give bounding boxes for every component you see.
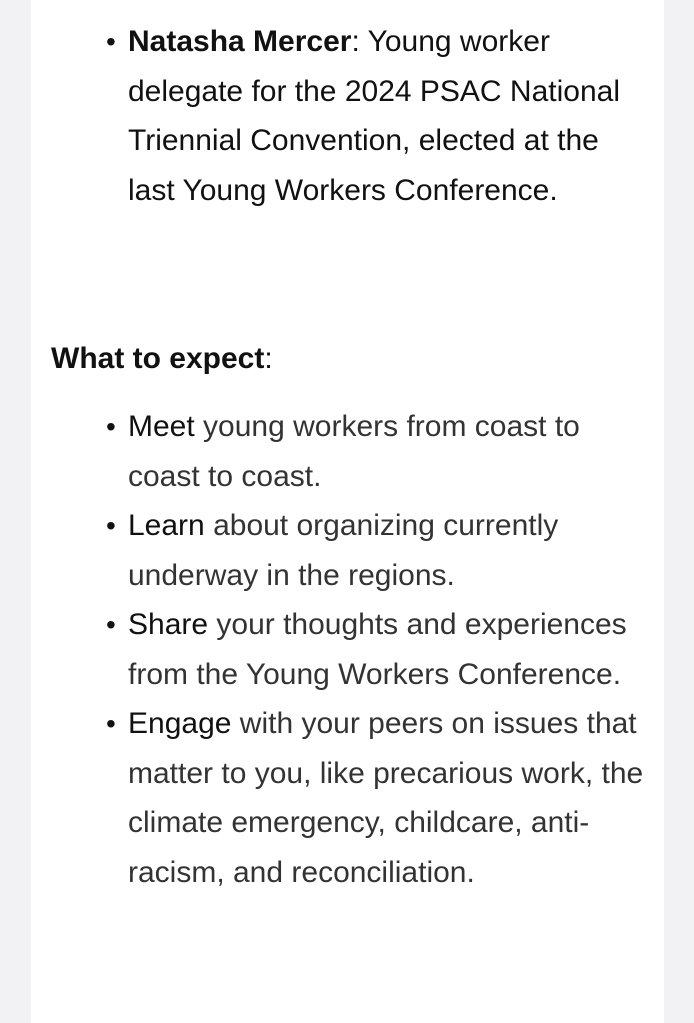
list-item bbox=[106, 402, 648, 501]
bullet-icon: • bbox=[106, 26, 116, 57]
bullet-icon: • bbox=[106, 609, 116, 640]
item-lead: Learn bbox=[128, 509, 205, 542]
item-rest: your thoughts and experiences from the Young Workers Conference. bbox=[128, 608, 627, 691]
list-item bbox=[106, 17, 638, 215]
bullet-icon: • bbox=[106, 510, 116, 541]
item-rest: about organizing currently underway in the regions. bbox=[128, 509, 559, 592]
speaker-separator: : bbox=[351, 25, 360, 58]
bullet-icon: • bbox=[106, 708, 116, 739]
bullet-icon: • bbox=[106, 411, 116, 442]
list-item bbox=[106, 501, 648, 600]
item-lead: Share bbox=[128, 608, 209, 641]
list-item bbox=[106, 600, 648, 699]
section-heading bbox=[51, 334, 273, 384]
speaker-description: Young worker delegate for the 2024 PSAC National Triennial Convention, elected at the last Young Workers Conference. bbox=[128, 25, 620, 207]
section-heading-colon: : bbox=[264, 342, 273, 375]
speaker-name: Natasha Mercer bbox=[128, 25, 352, 58]
item-rest: with your peers on issues that matter to you, like precarious work, the climate emergency, childcare, anti-racism, and reconciliation. bbox=[128, 707, 644, 889]
item-lead: Engage bbox=[128, 707, 232, 740]
section-heading-text: What to expect bbox=[51, 342, 265, 375]
item-lead: Meet bbox=[128, 410, 195, 443]
expect-list bbox=[106, 402, 648, 897]
item-rest: young workers from coast to coast to coast. bbox=[128, 410, 580, 493]
speaker-list bbox=[106, 17, 638, 215]
list-item bbox=[106, 699, 648, 897]
content-card bbox=[31, 0, 664, 1023]
